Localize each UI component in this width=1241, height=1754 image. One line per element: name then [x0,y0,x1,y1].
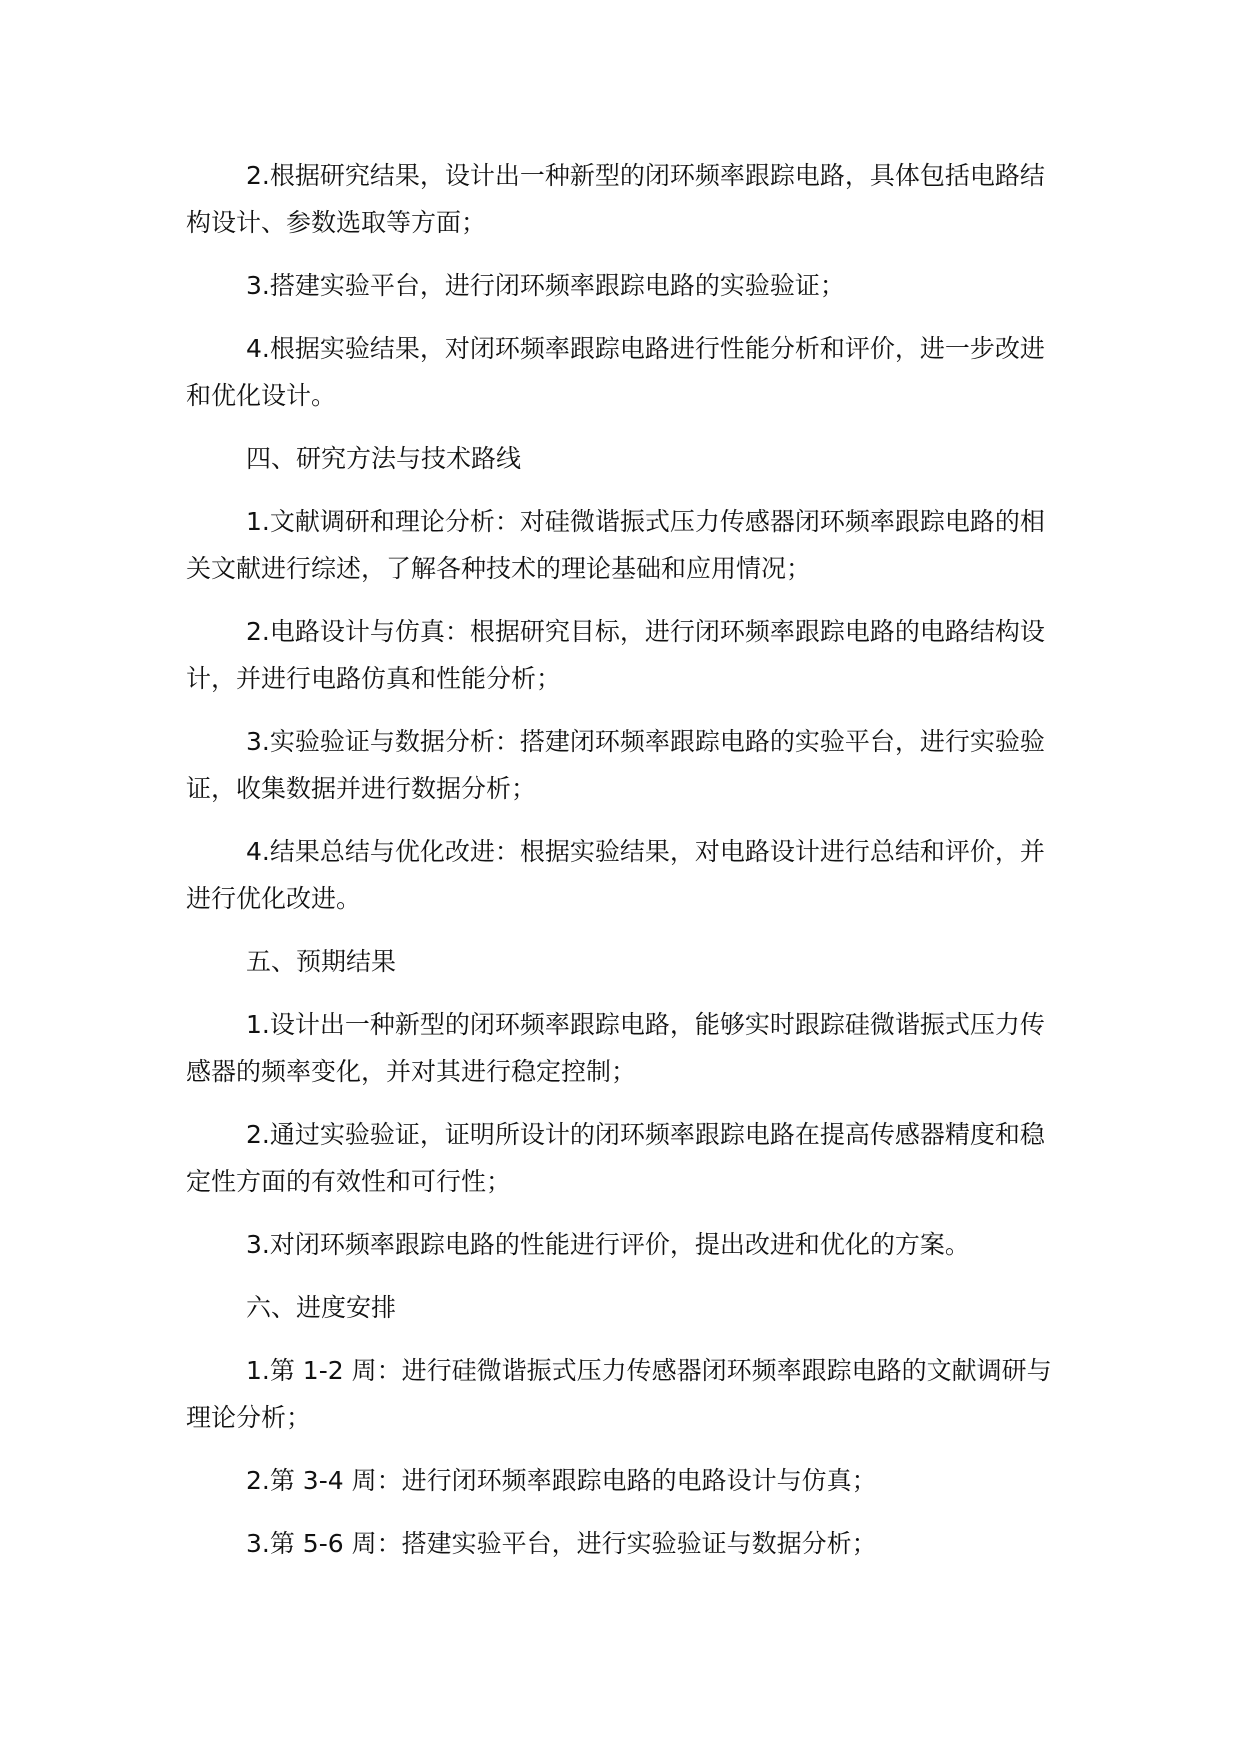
paragraph-method-3: 3.实验验证与数据分析：搭建闭环频率跟踪电路的实验平台，进行实验验证，收集数据并进行数据分析； [186,727,1045,803]
section-heading-schedule: 六、进度安排 [246,1293,397,1322]
section-heading-expected-results: 五、预期结果 [246,947,397,976]
paragraph-research-content-4: 4.根据实验结果，对闭环频率跟踪电路进行性能分析和评价，进一步改进和优化设计。 [186,334,1045,410]
paragraph-method-4: 4.结果总结与优化改进：根据实验结果，对电路设计进行总结和评价，并进行优化改进。 [186,837,1045,913]
paragraph-result-2: 2.通过实验验证，证明所设计的闭环频率跟踪电路在提高传感器精度和稳定性方面的有效性和可行性； [186,1120,1045,1196]
paragraph-schedule-1: 1.第 1-2 周：进行硅微谐振式压力传感器闭环频率跟踪电路的文献调研与理论分析； [186,1356,1052,1432]
paragraph-result-1: 1.设计出一种新型的闭环频率跟踪电路，能够实时跟踪硅微谐振式压力传感器的频率变化，并对其进行稳定控制； [186,1010,1045,1086]
paragraph-research-content-2: 2.根据研究结果，设计出一种新型的闭环频率跟踪电路，具体包括电路结构设计、参数选取等方面； [186,161,1045,237]
paragraph-method-2: 2.电路设计与仿真：根据研究目标，进行闭环频率跟踪电路的电路结构设计，并进行电路仿真和性能分析； [186,617,1045,693]
paragraph-method-1: 1.文献调研和理论分析：对硅微谐振式压力传感器闭环频率跟踪电路的相关文献进行综述，了解各种技术的理论基础和应用情况； [186,507,1045,583]
section-heading-methods: 四、研究方法与技术路线 [246,444,522,473]
document-body [186,152,1056,1583]
paragraph-result-3: 3.对闭环频率跟踪电路的性能进行评价，提出改进和优化的方案。 [246,1230,970,1259]
paragraph-schedule-3: 3.第 5-6 周：搭建实验平台，进行实验验证与数据分析； [246,1529,877,1558]
paragraph-schedule-2: 2.第 3-4 周：进行闭环频率跟踪电路的电路设计与仿真； [246,1466,877,1495]
paragraph-research-content-3: 3.搭建实验平台，进行闭环频率跟踪电路的实验验证； [246,271,845,300]
